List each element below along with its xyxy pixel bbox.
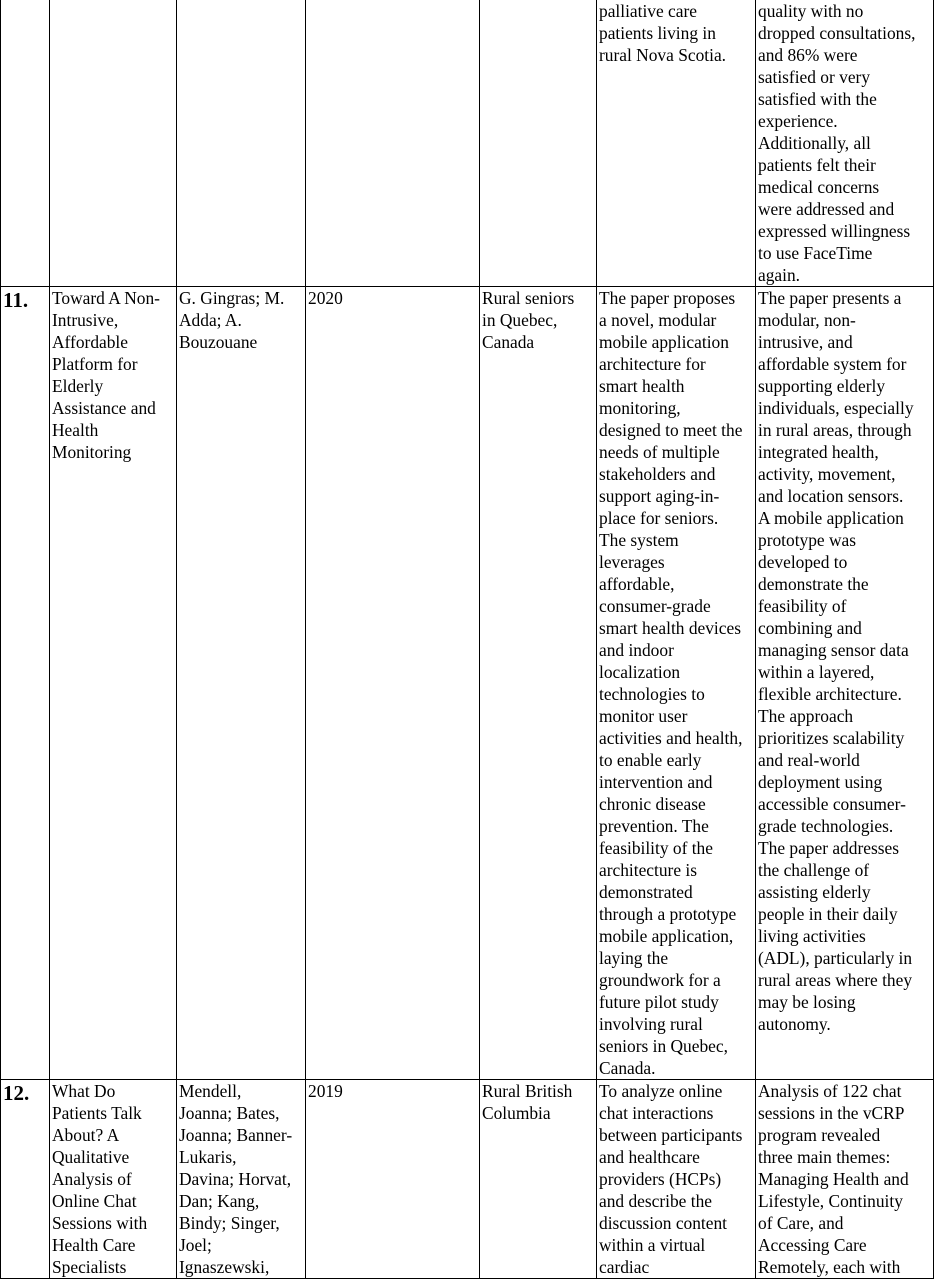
setting-cell: Rural British Columbia [480,1080,597,1279]
authors-cell: Mendell, Joanna; Bates, Joanna; Banner- Lukaris, Davina; Horvat, Dan; Kang, Bindy; Singer, Joel; Ignaszewski, [177,1080,306,1279]
row-number-cell [1,0,50,287]
objective-cell: palliative care patients living in rural Nova Scotia. [597,0,756,287]
table-row [1,0,934,287]
authors-cell [177,0,306,287]
objective-cell: The paper proposes a novel, modular mobile application architecture for smart health monitoring, designed to meet the needs of multiple stakeholders and support aging-in- place for seniors. The system leverages affordable, consumer-grade smart health devices and indoor localization technologies to monitor user activities and health, to enable early intervention and chronic disease prevention. The feasibility of the architecture is demonstrated through a prototype mobile application, laying the groundwork for a future pilot study involving rural seniors in Quebec, Canada. [597,287,756,1080]
title-cell [50,0,177,287]
title-cell: Toward A Non- Intrusive, Affordable Platform for Elderly Assistance and Health Monitoring [50,287,177,1080]
year-cell: 2020 [306,287,480,1080]
findings-cell: The paper presents a modular, non- intrusive, and affordable system for supporting elderly individuals, especially in rural areas, through integrated health, activity, movement, and location sensors. A mobile application prototype was developed to demonstrate the feasibility of combining and managing sensor data within a layered, flexible architecture. The approach prioritizes scalability and real-world deployment using accessible consumer- grade technologies. The paper addresses the challenge of assisting elderly people in their daily living activities (ADL), particularly in rural areas where they may be losing autonomy. [756,287,934,1080]
year-cell: 2019 [306,1080,480,1279]
table-row [1,287,934,1080]
objective-cell: To analyze online chat interactions between participants and healthcare providers (HCPs) and describe the discussion content within a virtual cardiac [597,1080,756,1279]
setting-cell: Rural seniors in Quebec, Canada [480,287,597,1080]
findings-cell: Analysis of 122 chat sessions in the vCRP program revealed three main themes: Managing Health and Lifestyle, Continuity of Care, and Accessing Care Remotely, each with [756,1080,934,1279]
year-cell [306,0,480,287]
findings-cell: quality with no dropped consultations, and 86% were satisfied or very satisfied with the experience. Additionally, all patients felt their medical concerns were addressed and expressed willingness to use FaceTime again. [756,0,934,287]
authors-cell: G. Gingras; M. Adda; A. Bouzouane [177,287,306,1080]
row-number-cell: 12. [1,1080,50,1279]
row-number-cell: 11. [1,287,50,1080]
table-row [1,1080,934,1279]
title-cell: What Do Patients Talk About? A Qualitative Analysis of Online Chat Sessions with Health Care Specialists [50,1080,177,1279]
setting-cell [480,0,597,287]
